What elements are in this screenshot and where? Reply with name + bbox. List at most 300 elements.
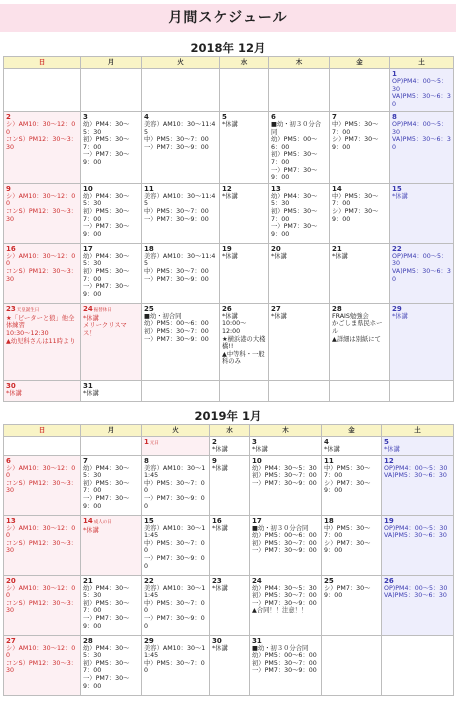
schedule-entry: ■幼・初３０分合同 [252, 524, 309, 532]
day-cell [390, 243, 454, 303]
day-number: 22 [144, 576, 154, 585]
schedule-entry: FRAIS勉強会 [332, 312, 369, 320]
schedule-entry: 初）PM5：30～7：00 [271, 151, 318, 166]
day-cell [330, 380, 390, 401]
schedule-entry: 一）PM7：30～9：00 [83, 674, 130, 690]
day-number: 21 [83, 576, 93, 585]
day-cell [220, 112, 269, 184]
day-cell [210, 515, 250, 575]
day-cell [220, 243, 269, 303]
schedule-entry: コンS）PM12：30～3：30 [6, 539, 78, 555]
schedule-entry: 一）PM7：30～9：00 [83, 151, 130, 166]
schedule-entry: 一）PM7：30～9：00 [144, 143, 209, 151]
day-number: 27 [271, 304, 281, 313]
schedule-entry: OP)PM4：00～5：30 [384, 524, 448, 532]
day-cell [330, 183, 390, 243]
schedule-entry: *休講 [212, 524, 228, 532]
schedule-entry: *休講 [6, 389, 22, 397]
schedule-entry: 一）PM7：30～9：00 [144, 335, 209, 343]
schedule-entry: ★「ピーターと狼」他全体練習 [6, 314, 75, 330]
day-number: 16 [212, 516, 222, 525]
schedule-entry: 中）PM5：30～7：00 [144, 659, 205, 675]
day-cell [330, 112, 390, 184]
schedule-entry: *休講 [384, 446, 400, 453]
day-cell [142, 380, 220, 401]
day-cell [382, 455, 454, 515]
schedule-entry: 初）PM5：30～7：00 [144, 327, 209, 335]
day-cell [210, 437, 250, 456]
day-number: 29 [144, 636, 154, 645]
day-number: 24振替休日 [83, 304, 112, 313]
schedule-entry: コンS）PM12：30～3：30 [6, 479, 78, 495]
day-number: 10 [252, 456, 262, 465]
day-number: 15 [392, 184, 402, 193]
weekday-header: 月 [81, 57, 142, 69]
schedule-entry: 中）PM5：30～7：00 [144, 267, 209, 275]
day-number: 7 [332, 113, 337, 121]
calendar-january [3, 424, 454, 696]
day-cell [142, 635, 210, 695]
schedule-entry: 美容）AM10：30～11:45 [144, 121, 216, 136]
day-cell [4, 380, 81, 401]
schedule-entry: シ）AM10：30～12：00 [6, 192, 76, 208]
day-cell [390, 183, 454, 243]
day-number: 30 [6, 381, 16, 390]
holiday-note: 元日 [149, 441, 159, 446]
week-row [4, 183, 454, 243]
schedule-entry: *休講 [392, 312, 408, 320]
day-number: 27 [6, 636, 16, 645]
weekday-header: 水 [210, 425, 250, 437]
day-cell [390, 303, 454, 380]
day-cell [322, 437, 382, 456]
schedule-entry: コンS）PM12：30～3：30 [6, 267, 78, 283]
schedule-entry: OP)PM4：00～5：30 [392, 121, 448, 136]
calendar-body [4, 69, 454, 402]
day-number: 9 [212, 456, 217, 465]
day-cell [322, 455, 382, 515]
day-cell [220, 303, 269, 380]
weekday-header: 日 [4, 57, 81, 69]
schedule-entry: *休講 [222, 252, 238, 260]
schedule-entry: 美容）AM10：30～11:45 [144, 252, 216, 268]
schedule-entry: 初）PM5：30～7：00 [271, 207, 318, 223]
day-number: 30 [212, 636, 222, 645]
schedule-entry: シ）PM7：30～9：00 [332, 136, 379, 151]
schedule-entry: 中）PM5：30～7：00 [144, 479, 205, 495]
day-cell [142, 183, 220, 243]
weekday-header: 金 [330, 57, 390, 69]
day-number: 1 [392, 70, 397, 78]
schedule-entry: VA)PM5：30～6：30 [384, 472, 447, 480]
schedule-entry: *休講 [212, 584, 228, 592]
schedule-entry: 中）PM5：30～7：00 [144, 599, 205, 615]
weekday-header: 月 [81, 425, 142, 437]
day-number: 2 [6, 113, 11, 121]
day-cell [220, 380, 269, 401]
schedule-entry: 初）PM5：30～7：00 [252, 472, 317, 480]
day-cell [142, 575, 210, 635]
day-cell [382, 575, 454, 635]
schedule-entry: メリークリスマス！ [83, 322, 127, 337]
week-row [4, 303, 454, 380]
schedule-entry: VA)PM5：30～6：30 [392, 93, 451, 108]
schedule-entry: 初）PM5：30～7：00 [83, 267, 130, 283]
weekday-header: 木 [269, 57, 330, 69]
day-number: 31 [252, 636, 262, 645]
schedule-entry: コンS）PM12：30～3：30 [6, 207, 78, 223]
day-cell [142, 303, 220, 380]
holiday-note: 振替休日 [93, 307, 112, 313]
day-number: 23天皇誕生日 [6, 304, 40, 313]
day-cell [269, 69, 330, 112]
week-row [4, 243, 454, 303]
day-number: 17 [83, 244, 93, 253]
schedule-entry: 幼）PM5：00～6：00 [144, 320, 209, 328]
day-cell [81, 635, 142, 695]
day-number: 12 [384, 456, 394, 465]
schedule-entry: VA)PM5：30～6：30 [392, 136, 451, 151]
schedule-entry: *休講 [222, 121, 238, 128]
schedule-entry: コンS）PM12：30～3：30 [6, 599, 78, 615]
day-number: 12 [222, 184, 232, 193]
day-cell [81, 243, 142, 303]
day-number: 3 [252, 438, 257, 446]
day-cell [142, 69, 220, 112]
schedule-entry: 一）PM7：30～9：00 [83, 283, 130, 298]
schedule-entry: 一）PM7：30～9：00 [83, 614, 130, 630]
day-cell [4, 575, 81, 635]
schedule-entry: *休講 [83, 314, 99, 322]
schedule-entry: ■幼・初３０分合同 [252, 644, 309, 652]
weekday-header-row [4, 425, 454, 437]
day-cell [382, 515, 454, 575]
schedule-entry: シ）AM10：30～12：00 [6, 584, 76, 600]
day-number: 18 [324, 516, 334, 525]
day-cell [269, 183, 330, 243]
day-number: 11 [144, 184, 154, 193]
schedule-entry: 幼）PM4：30～5：30 [83, 252, 130, 268]
schedule-entry: 初）PM5：30～7：00 [83, 136, 130, 151]
calendar-december [3, 56, 454, 402]
day-cell [390, 380, 454, 401]
day-cell [4, 112, 81, 184]
day-number: 1元日 [144, 438, 159, 446]
day-cell [142, 112, 220, 184]
schedule-entry: OP)PM4：00～5：30 [384, 464, 448, 472]
day-cell [322, 515, 382, 575]
day-number: 8 [392, 113, 397, 121]
day-number: 11 [324, 456, 334, 465]
day-cell [142, 243, 220, 303]
schedule-entry: 中）PM5：30～7：00 [144, 136, 209, 144]
schedule-entry: 一）PM7：30～9：00 [144, 494, 205, 510]
schedule-entry: ■幼・初３０分合同 [271, 121, 322, 136]
holiday-note: 成人の日 [93, 519, 112, 525]
schedule-entry: 一）PM7：30～9：00 [252, 479, 317, 487]
day-cell [142, 455, 210, 515]
schedule-entry: シ）PM7：30～9：00 [332, 207, 379, 223]
day-number: 22 [392, 244, 402, 253]
day-cell [142, 437, 210, 456]
day-cell [390, 69, 454, 112]
day-number: 9 [6, 184, 11, 193]
day-number: 2 [212, 438, 217, 446]
schedule-entry: 中）PM5：30～7：00 [332, 121, 379, 136]
day-cell [250, 575, 322, 635]
day-cell [269, 303, 330, 380]
schedule-entry: 一）PM7：30～9：00 [252, 667, 317, 675]
schedule-entry: 初）PM5：30～7：00 [83, 479, 130, 495]
day-cell [250, 437, 322, 456]
day-cell [220, 183, 269, 243]
day-number: 5 [222, 113, 227, 121]
schedule-entry: 幼）PM4：30～5：30 [83, 464, 130, 480]
week-row [4, 69, 454, 112]
schedule-entry: 幼）PM4：30～5：30 [83, 644, 130, 660]
day-cell [81, 575, 142, 635]
day-cell [4, 183, 81, 243]
day-cell [81, 455, 142, 515]
weekday-header: 土 [382, 425, 454, 437]
schedule-entry: シ）AM10：30～12：00 [6, 524, 76, 540]
day-number: 10 [83, 184, 93, 193]
day-number: 14成人の日 [83, 516, 112, 525]
day-number: 25 [144, 304, 154, 313]
weekday-header: 木 [250, 425, 322, 437]
day-number: 7 [83, 456, 88, 465]
day-cell [210, 575, 250, 635]
schedule-entry: ★横浜港の大棧橋!! [222, 335, 266, 351]
day-number: 23 [212, 576, 222, 585]
week-row [4, 635, 454, 695]
day-cell [4, 635, 81, 695]
day-number: 26 [384, 576, 394, 585]
day-cell [330, 303, 390, 380]
day-number: 15 [144, 516, 154, 525]
day-number: 6 [271, 113, 276, 121]
day-cell [382, 437, 454, 456]
week-row [4, 575, 454, 635]
day-number: 31 [83, 381, 93, 390]
weekday-header: 水 [220, 57, 269, 69]
day-number: 19 [384, 516, 394, 525]
day-cell [81, 183, 142, 243]
day-cell [4, 69, 81, 112]
week-row [4, 515, 454, 575]
schedule-entry: 中）PM5：30～7：00 [144, 539, 205, 555]
schedule-entry: 美容）AM10：30～11:45 [144, 192, 216, 208]
day-cell [81, 112, 142, 184]
month-title-jan: 2019年 1月 [194, 409, 262, 423]
day-cell [390, 112, 454, 184]
weekday-header-row [4, 57, 454, 69]
day-number: 6 [6, 456, 11, 465]
schedule-entry: ▲中等科・一般科のみ [222, 350, 265, 366]
day-number: 19 [222, 244, 232, 253]
schedule-entry: 美容）AM10：30～11:45 [144, 644, 206, 660]
day-cell [81, 303, 142, 380]
day-cell [4, 455, 81, 515]
week-row [4, 380, 454, 401]
schedule-entry: 幼）PM4：30～5：30 [83, 192, 130, 208]
schedule-entry: 幼）PM4：30～5：30 [83, 121, 130, 136]
day-number: 18 [144, 244, 154, 253]
day-number: 4 [324, 438, 329, 446]
week-row [4, 455, 454, 515]
day-cell [4, 243, 81, 303]
schedule-entry: 美容）AM10：30～11:45 [144, 584, 206, 600]
schedule-entry: 初）PM5：30～7：00 [252, 539, 317, 547]
day-number: 13 [271, 184, 281, 193]
holiday-note: 天皇誕生日 [16, 307, 40, 313]
day-cell [81, 437, 142, 456]
day-number: 8 [144, 456, 149, 465]
schedule-entry: *休講 [212, 644, 228, 652]
schedule-entry: *休講 [212, 464, 228, 472]
schedule-entry: 中）PM5：30～7：00 [324, 524, 371, 540]
schedule-entry: ▲合同！！注意！！ [252, 607, 308, 615]
schedule-entry: OP)PM4：00～5：30 [392, 78, 448, 93]
schedule-entry: 一）PM7：30～9：00 [252, 599, 317, 607]
schedule-entry: 幼）PM4：30～5：30 [271, 192, 318, 208]
day-cell [250, 455, 322, 515]
day-cell [81, 380, 142, 401]
calendar-body [4, 437, 454, 696]
schedule-entry: 一）PM7：30～9：00 [144, 554, 205, 570]
day-number: 17 [252, 516, 262, 525]
weekday-header: 火 [142, 57, 220, 69]
schedule-entry: ■幼・初合同 [144, 312, 182, 320]
schedule-entry: *休講 [212, 446, 228, 453]
day-number: 21 [332, 244, 342, 253]
day-number: 26 [222, 304, 232, 313]
day-cell [322, 575, 382, 635]
schedule-entry: 中）PM5：30～7：00 [332, 192, 379, 208]
day-number: 29 [392, 304, 402, 313]
day-cell [250, 635, 322, 695]
day-cell [210, 455, 250, 515]
schedule-entry: 一）PM7：30～9：00 [83, 223, 130, 238]
day-cell [330, 243, 390, 303]
schedule-entry: 一）PM7：30～9：00 [252, 547, 317, 555]
week-row [4, 437, 454, 456]
schedule-entry: 初）PM5：30～7：00 [83, 207, 130, 223]
schedule-entry: 初）PM5：30～7：00 [252, 659, 317, 667]
schedule-entry: コンS）PM12：30～3：30 [6, 136, 78, 151]
schedule-entry: 一）PM7：30～9：00 [144, 614, 205, 630]
schedule-entry: ▲幼児科さんは11時より [6, 337, 76, 345]
weekday-header: 土 [390, 57, 454, 69]
day-number: 5 [384, 438, 389, 446]
day-number: 20 [6, 576, 16, 585]
day-cell [4, 515, 81, 575]
schedule-entry: *休講 [222, 312, 238, 320]
schedule-entry: VA)PM5：30～6：30 [392, 267, 451, 283]
day-cell [81, 515, 142, 575]
schedule-entry: 一）PM7：30～9：00 [144, 275, 209, 283]
schedule-entry: 初）PM5：30～7：00 [83, 659, 130, 675]
day-cell [269, 112, 330, 184]
schedule-entry: 10:00～ [222, 320, 247, 328]
day-cell [4, 303, 81, 380]
day-number: 28 [332, 304, 342, 313]
day-cell [210, 635, 250, 695]
schedule-entry: VA)PM5：30～6：30 [384, 592, 447, 600]
week-row [4, 112, 454, 184]
schedule-entry: *休講 [392, 192, 408, 200]
schedule-entry: *休講 [222, 192, 238, 200]
schedule-entry: ▲詳細は別紙にて [332, 335, 381, 343]
day-number: 24 [252, 576, 262, 585]
page-title: 月間スケジュール [0, 4, 456, 32]
day-number: 20 [271, 244, 281, 253]
day-number: 25 [324, 576, 334, 585]
schedule-entry: 幼）PM4：30～5：30 [83, 584, 130, 600]
day-number: 28 [83, 636, 93, 645]
schedule-entry: *休講 [83, 389, 99, 397]
day-number: 4 [144, 113, 149, 121]
schedule-entry: 一）PM7：30～9：00 [83, 494, 130, 510]
day-number: 13 [6, 516, 16, 525]
schedule-entry: 10:30～12:30 [6, 329, 49, 337]
schedule-entry: 初）PM5：30～7：00 [252, 592, 317, 600]
schedule-entry: 12:00 [222, 327, 241, 335]
schedule-entry: 美容）AM10：30～11:45 [144, 464, 206, 480]
day-number: 3 [83, 113, 88, 121]
schedule-entry: 中）PM5：30～7：00 [324, 464, 371, 480]
schedule-entry: *休講 [252, 446, 268, 453]
day-cell [250, 515, 322, 575]
schedule-entry: シ）AM10：30～12：00 [6, 252, 76, 268]
schedule-entry: *休講 [324, 446, 340, 453]
day-cell [269, 243, 330, 303]
day-cell [269, 380, 330, 401]
schedule-entry: OP)PM4：00～5：30 [392, 252, 448, 268]
schedule-entry: *休講 [271, 312, 287, 320]
schedule-entry: シ）PM7：30～9：00 [324, 584, 371, 600]
day-cell [4, 437, 81, 456]
month-title-dec: 2018年 12月 [190, 41, 266, 55]
schedule-entry: シ）AM10：30～12：00 [6, 464, 76, 480]
schedule-entry: シ）PM7：30～9：00 [324, 539, 371, 555]
day-cell [220, 69, 269, 112]
schedule-entry: 幼）PM5：00～6：00 [252, 652, 317, 660]
schedule-entry: 幼）PM4：30～5：30 [252, 464, 317, 472]
schedule-entry: シ）PM7：30～9：00 [324, 479, 371, 495]
day-cell [330, 69, 390, 112]
schedule-entry: シ）AM10：30～12：00 [6, 644, 76, 660]
weekday-header: 火 [142, 425, 210, 437]
schedule-entry: VA)PM5：30～6：30 [384, 532, 447, 540]
weekday-header: 日 [4, 425, 81, 437]
schedule-entry: 幼）PM4：30～5：30 [252, 584, 317, 592]
schedule-entry: *休講 [271, 252, 287, 260]
day-cell [142, 515, 210, 575]
schedule-entry: コンS）PM12：30～3：30 [6, 659, 78, 675]
schedule-entry: OP)PM4：00～5：30 [384, 584, 448, 592]
day-cell [382, 635, 454, 695]
schedule-entry: 美容）AM10：30～11:45 [144, 524, 206, 540]
schedule-entry: シ）AM10：30～12：00 [6, 121, 76, 136]
day-cell [81, 69, 142, 112]
schedule-entry: 初）PM5：30～7：00 [83, 599, 130, 615]
day-number: 16 [6, 244, 16, 253]
schedule-entry: 一）PM7：30～9：00 [144, 215, 209, 223]
schedule-entry: *休講 [332, 252, 348, 260]
schedule-entry: *休講 [83, 526, 99, 534]
weekday-header: 金 [322, 425, 382, 437]
